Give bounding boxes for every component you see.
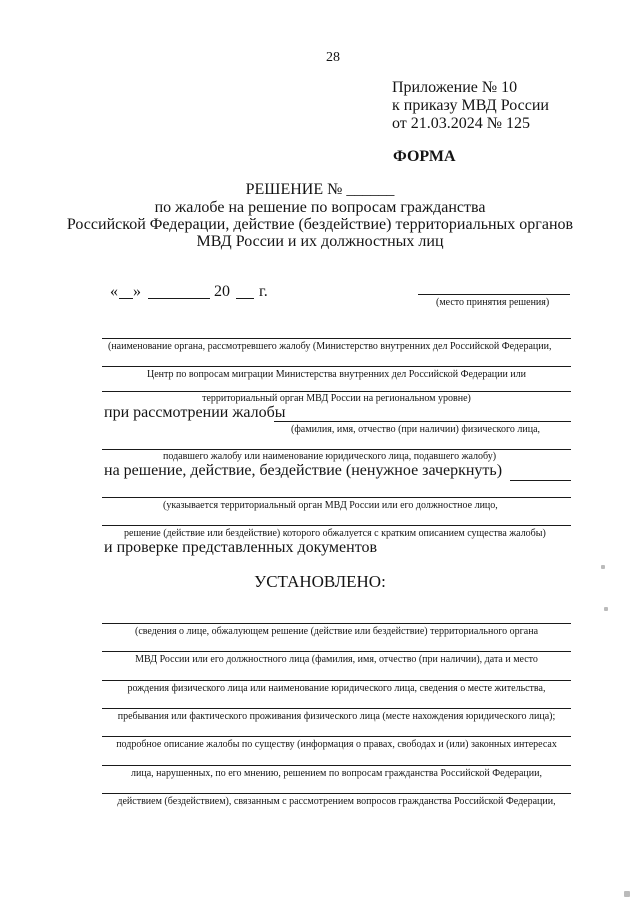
established-caption: пребывания или фактического проживания физического лица (месте нахождения юридического лица); xyxy=(117,711,556,722)
organ-line-1 xyxy=(102,338,571,339)
established-line xyxy=(102,708,571,709)
established-caption: рождения физического лица или наименование юридического лица, сведения о месте жительства, xyxy=(127,683,546,694)
date-open-quote: « xyxy=(110,283,118,300)
month-blank xyxy=(148,298,210,299)
year-prefix: 20 xyxy=(214,283,230,300)
appendix-line-3: от 21.03.2024 № 125 xyxy=(392,115,531,132)
scan-mark xyxy=(601,565,605,569)
appendix-line-2: к приказу МВД России xyxy=(392,97,549,114)
decision-caption-1: (указывается территориальный орган МВД России или его должностное лицо, xyxy=(163,500,498,511)
established-caption: действием (бездействием), связанным с рассмотрением вопросов гражданства Российской Федерации, xyxy=(117,796,556,807)
day-blank xyxy=(119,298,133,299)
title-line-3: Российской Федерации, действие (бездействие) территориальных органов xyxy=(66,216,574,233)
title-line-2: по жалобе на решение по вопросам гражданства xyxy=(154,199,486,216)
decision-line-2 xyxy=(102,525,571,526)
established-line xyxy=(102,623,571,624)
established-heading: УСТАНОВЛЕНО: xyxy=(254,572,386,591)
person-caption: (фамилия, имя, отчество (при наличии) физического лица, xyxy=(291,424,541,435)
organ-line-3 xyxy=(102,391,571,392)
title-line-4: МВД России и их должностных лиц xyxy=(196,233,444,250)
scan-mark xyxy=(624,891,630,897)
date-close-quote: » xyxy=(133,283,141,300)
decision-line-1 xyxy=(102,497,571,498)
complainant-line-2 xyxy=(102,449,571,450)
place-caption: (место принятия решения) xyxy=(436,297,550,308)
documents-label: и проверке представленных документов xyxy=(104,539,378,556)
organ-line-2 xyxy=(102,366,571,367)
organ-caption-2: Центр по вопросам миграции Министерства внутренних дел Российской Федерации или xyxy=(146,369,527,380)
decision-caption-2: решение (действие или бездействие) которого обжалуется с кратким описанием существа жалобы) xyxy=(124,528,546,539)
established-line xyxy=(102,680,571,681)
organ-caption-3: территориальный орган МВД России на региональном уровне) xyxy=(202,393,471,404)
organ-caption-1: (наименование органа, рассмотревшего жалобу (Министерство внутренних дел Российской Федерации, xyxy=(108,341,552,352)
complainant-line xyxy=(274,421,571,422)
established-line xyxy=(102,793,571,794)
established-line xyxy=(102,765,571,766)
established-line xyxy=(102,736,571,737)
established-caption: (сведения о лице, обжалующем решение (действие или бездействие) территориального органа xyxy=(134,626,539,637)
scan-mark xyxy=(604,607,608,611)
form-label: ФОРМА xyxy=(393,148,456,165)
established-caption: МВД России или его должностного лица (фамилия, имя, отчество (при наличии), дата и место xyxy=(135,654,538,665)
complaint-label: при рассмотрении жалобы xyxy=(104,404,286,421)
decision-title: РЕШЕНИЕ № ______ xyxy=(245,181,395,198)
established-caption: лица, нарушенных, по его мнению, решением по вопросам гражданства Российской Федерации, xyxy=(131,768,542,779)
page-number: 28 xyxy=(326,50,340,65)
decision-short-line xyxy=(510,480,571,481)
decision-label: на решение, действие, бездействие (ненужное зачеркнуть) xyxy=(104,462,503,479)
person-caption-2: подавшего жалобу или наименование юридического лица, подавшего жалобу) xyxy=(163,451,497,462)
established-caption: подробное описание жалобы по существу (информация о правах, свободах и (или) законных интересах xyxy=(116,739,557,750)
place-blank xyxy=(418,294,570,295)
appendix-line-1: Приложение № 10 xyxy=(392,79,518,96)
year-blank xyxy=(236,298,254,299)
year-suffix: г. xyxy=(259,283,268,300)
established-line xyxy=(102,651,571,652)
